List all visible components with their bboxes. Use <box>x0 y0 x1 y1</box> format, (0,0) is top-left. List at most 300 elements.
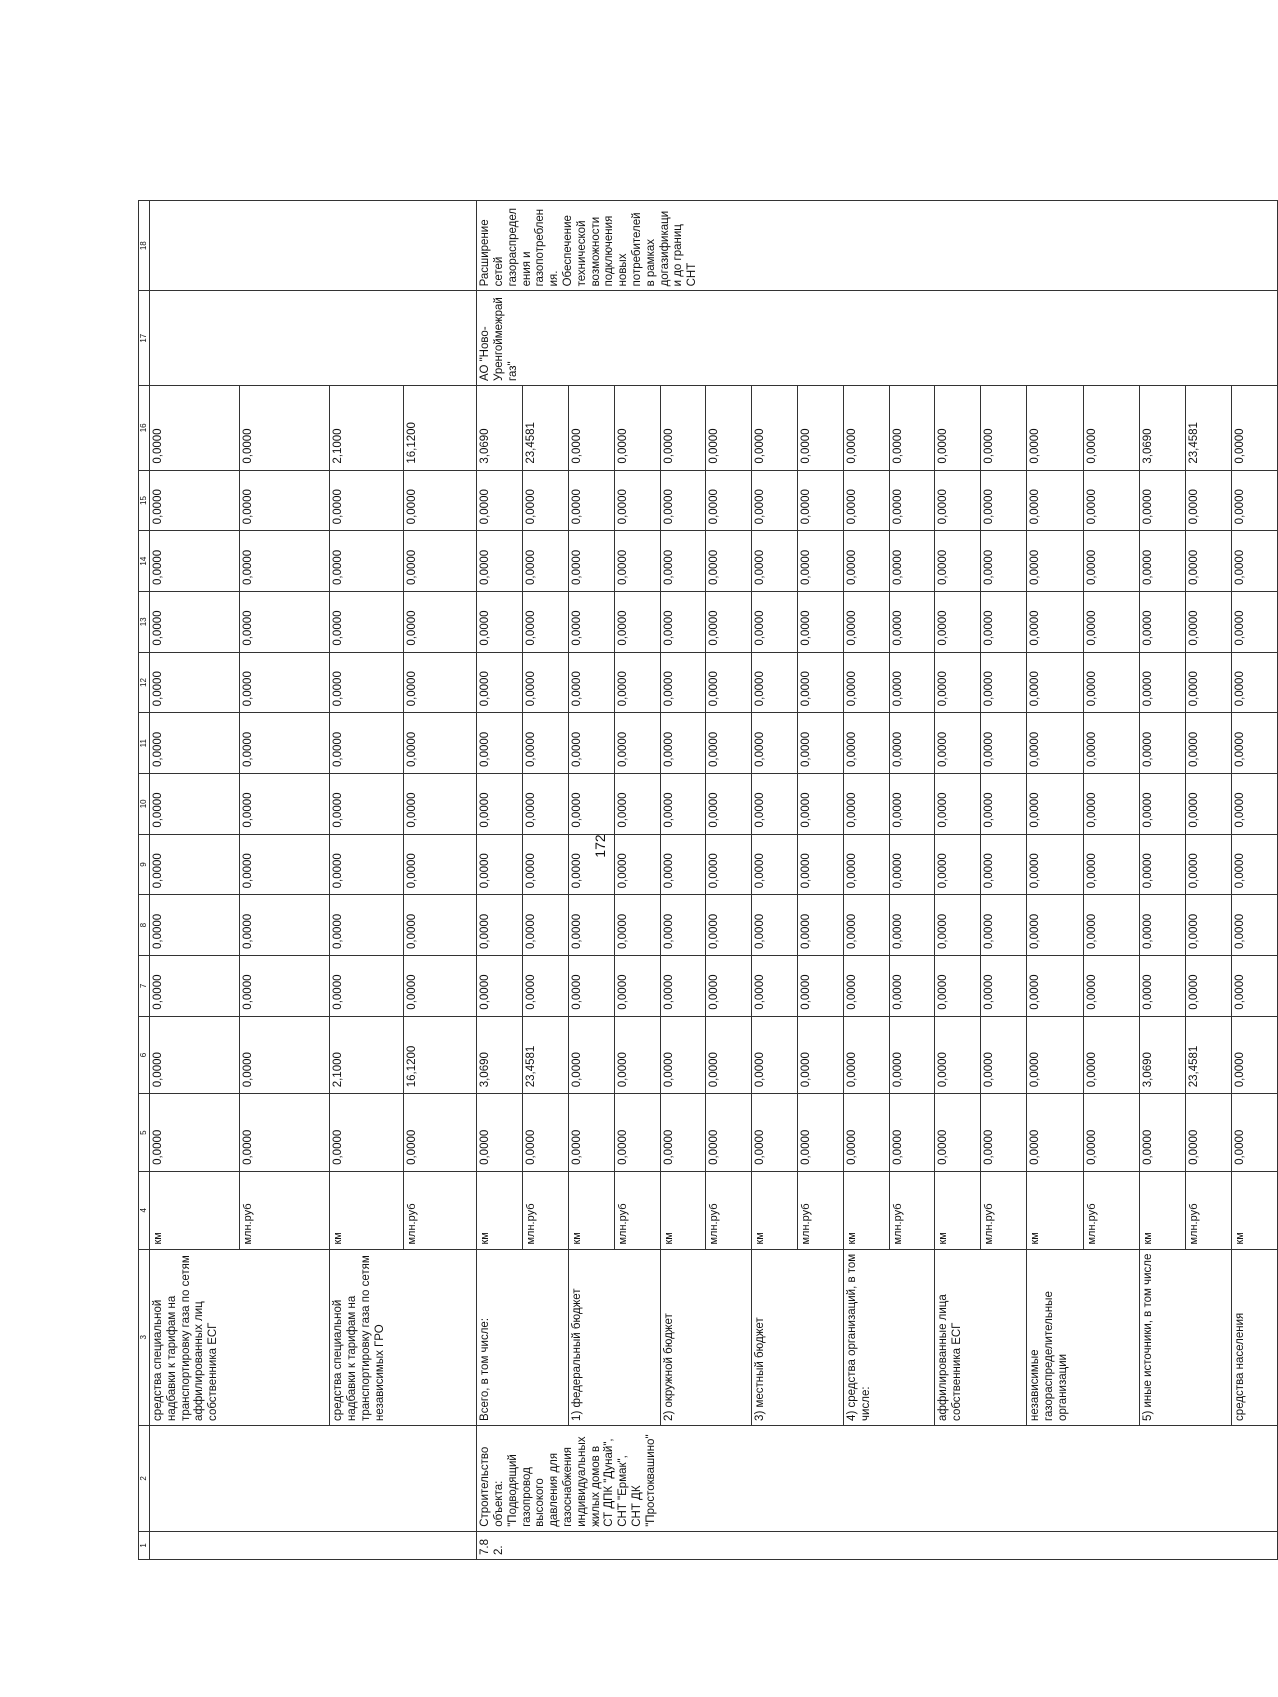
value-cell: 23,4581 <box>1186 385 1232 470</box>
value-cell: 0,0000 <box>752 531 798 592</box>
value-cell: 0,0000 <box>660 1094 706 1172</box>
column-header: 4 <box>139 1171 150 1249</box>
value-cell: 0,0000 <box>1140 470 1186 531</box>
header-row <box>139 201 150 1560</box>
value-cell: 0,0000 <box>614 470 660 531</box>
source-label: средства специальной надбавки к тарифам на транспортировку газа по сетям независимых ГРО <box>330 1249 477 1425</box>
value-cell: 0,0000 <box>798 774 844 835</box>
column-header: 2 <box>139 1425 150 1531</box>
unit-cell: млн.руб <box>889 1171 935 1249</box>
value-cell: 0,0000 <box>843 1094 889 1172</box>
value-cell: 0,0000 <box>240 1016 330 1094</box>
value-cell: 0,0000 <box>240 1094 330 1172</box>
value-cell: 0,0000 <box>1027 956 1084 1017</box>
value-cell: 0,0000 <box>568 531 614 592</box>
column-header: 9 <box>139 834 150 895</box>
value-cell: 0,0000 <box>477 956 523 1017</box>
value-cell: 0,0000 <box>1083 591 1140 652</box>
column-header: 10 <box>139 774 150 835</box>
value-cell: 0,0000 <box>477 1094 523 1172</box>
value-cell: 0,0000 <box>1231 591 1277 652</box>
value-cell: 0,0000 <box>843 652 889 713</box>
value-cell: 0,0000 <box>798 1094 844 1172</box>
value-cell: 0,0000 <box>1231 470 1277 531</box>
unit-cell: км <box>1140 1171 1186 1249</box>
value-cell: 0,0000 <box>614 956 660 1017</box>
unit-cell: млн.руб <box>1186 1171 1232 1249</box>
unit-cell: млн.руб <box>240 1171 330 1249</box>
value-cell: 0,0000 <box>614 774 660 835</box>
value-cell: 0,0000 <box>1231 834 1277 895</box>
value-cell: 0,0000 <box>752 385 798 470</box>
column-header: 16 <box>139 385 150 470</box>
value-cell: 0,0000 <box>150 1016 240 1094</box>
value-cell: 0,0000 <box>843 956 889 1017</box>
value-cell: 0,0000 <box>568 834 614 895</box>
value-cell: 0,0000 <box>843 895 889 956</box>
table-row <box>843 201 889 1560</box>
value-cell: 0,0000 <box>330 652 403 713</box>
column-header: 6 <box>139 1016 150 1094</box>
value-cell: 0,0000 <box>614 834 660 895</box>
unit-cell: млн.руб <box>523 1171 569 1249</box>
value-cell: 0,0000 <box>403 895 476 956</box>
value-cell: 0,0000 <box>981 652 1027 713</box>
value-cell: 0,0000 <box>843 1016 889 1094</box>
value-cell: 0,0000 <box>330 713 403 774</box>
value-cell: 0,0000 <box>752 1094 798 1172</box>
value-cell: 0,0000 <box>706 1094 752 1172</box>
value-cell: 0,0000 <box>935 834 981 895</box>
value-cell: 0,0000 <box>889 470 935 531</box>
value-cell: 0,0000 <box>1027 1094 1084 1172</box>
value-cell: 0,0000 <box>568 652 614 713</box>
source-label: 5) иные источники, в том числе <box>1140 1249 1232 1425</box>
value-cell: 0,0000 <box>1140 652 1186 713</box>
value-cell: 0,0000 <box>1027 774 1084 835</box>
value-cell: 0,0000 <box>1027 1016 1084 1094</box>
value-cell: 0,0000 <box>240 895 330 956</box>
table-row <box>477 201 523 1560</box>
value-cell: 0,0000 <box>752 1016 798 1094</box>
value-cell: 0,0000 <box>150 713 240 774</box>
value-cell: 0,0000 <box>403 956 476 1017</box>
investment-table <box>138 200 1278 1560</box>
value-cell: 0,0000 <box>981 956 1027 1017</box>
value-cell: 0,0000 <box>568 1016 614 1094</box>
source-label: средства специальной надбавки к тарифам на транспортировку газа по сетям аффилированных лиц собственника ЕСГ <box>150 1249 330 1425</box>
value-cell: 0,0000 <box>706 713 752 774</box>
unit-cell: км <box>330 1171 403 1249</box>
value-cell: 0,0000 <box>240 713 330 774</box>
value-cell: 16,1200 <box>403 385 476 470</box>
value-cell: 0,0000 <box>568 385 614 470</box>
value-cell: 16,1200 <box>403 1016 476 1094</box>
value-cell: 0,0000 <box>935 713 981 774</box>
value-cell: 0,0000 <box>798 652 844 713</box>
value-cell: 0,0000 <box>614 591 660 652</box>
unit-cell: км <box>568 1171 614 1249</box>
column-header: 11 <box>139 713 150 774</box>
value-cell: 0,0000 <box>1186 470 1232 531</box>
value-cell: 0,0000 <box>889 895 935 956</box>
value-cell: 0,0000 <box>240 956 330 1017</box>
value-cell: 0,0000 <box>1231 956 1277 1017</box>
table-row <box>935 201 981 1560</box>
value-cell: 0,0000 <box>150 834 240 895</box>
table-row <box>150 201 240 1560</box>
unit-cell: млн.руб <box>1083 1171 1140 1249</box>
value-cell: 0,0000 <box>660 470 706 531</box>
value-cell: 0,0000 <box>1140 531 1186 592</box>
value-cell: 0,0000 <box>240 531 330 592</box>
value-cell: 0,0000 <box>706 834 752 895</box>
value-cell: 0,0000 <box>1231 652 1277 713</box>
value-cell: 0,0000 <box>706 895 752 956</box>
value-cell: 0,0000 <box>477 774 523 835</box>
table-row <box>1231 201 1277 1560</box>
value-cell: 0,0000 <box>1231 1016 1277 1094</box>
value-cell: 0,0000 <box>477 834 523 895</box>
value-cell: 23,4581 <box>523 1016 569 1094</box>
value-cell: 0,0000 <box>523 895 569 956</box>
value-cell: 0,0000 <box>752 713 798 774</box>
value-cell: 0,0000 <box>403 591 476 652</box>
value-cell: 0,0000 <box>981 774 1027 835</box>
value-cell: 0,0000 <box>706 470 752 531</box>
value-cell: 0,0000 <box>403 774 476 835</box>
value-cell: 0,0000 <box>843 834 889 895</box>
value-cell: 0,0000 <box>660 834 706 895</box>
value-cell: 0,0000 <box>1083 470 1140 531</box>
value-cell: 0,0000 <box>1186 774 1232 835</box>
value-cell: 0,0000 <box>568 470 614 531</box>
value-cell: 0,0000 <box>1027 470 1084 531</box>
value-cell: 0,0000 <box>935 470 981 531</box>
value-cell: 0,0000 <box>981 1094 1027 1172</box>
value-cell: 0,0000 <box>150 895 240 956</box>
value-cell: 0,0000 <box>660 774 706 835</box>
value-cell: 0,0000 <box>798 713 844 774</box>
value-cell: 0,0000 <box>523 956 569 1017</box>
value-cell: 0,0000 <box>706 591 752 652</box>
rotated-table-container <box>138 200 1278 1560</box>
value-cell: 0,0000 <box>981 713 1027 774</box>
value-cell: 0,0000 <box>240 652 330 713</box>
value-cell: 0,0000 <box>240 470 330 531</box>
value-cell: 0,0000 <box>889 385 935 470</box>
column-header: 17 <box>139 291 150 386</box>
value-cell: 0,0000 <box>1140 956 1186 1017</box>
value-cell: 0,0000 <box>330 895 403 956</box>
value-cell: 0,0000 <box>889 774 935 835</box>
owner-cell: АО "Ново-Уренгоймежрайгаз" <box>477 291 1278 386</box>
value-cell: 0,0000 <box>1083 713 1140 774</box>
value-cell: 0,0000 <box>1231 531 1277 592</box>
value-cell: 0,0000 <box>1186 834 1232 895</box>
value-cell: 0,0000 <box>477 531 523 592</box>
value-cell: 0,0000 <box>935 1094 981 1172</box>
value-cell: 0,0000 <box>843 713 889 774</box>
value-cell: 0,0000 <box>660 385 706 470</box>
table-row <box>1027 201 1084 1560</box>
value-cell: 3,0690 <box>477 385 523 470</box>
value-cell: 0,0000 <box>935 531 981 592</box>
value-cell: 0,0000 <box>150 1094 240 1172</box>
value-cell: 0,0000 <box>150 470 240 531</box>
value-cell: 0,0000 <box>240 385 330 470</box>
page-number: 172 <box>592 834 608 858</box>
table-body <box>139 201 1278 1560</box>
column-header: 7 <box>139 956 150 1017</box>
value-cell: 0,0000 <box>935 385 981 470</box>
value-cell: 0,0000 <box>568 774 614 835</box>
value-cell: 0,0000 <box>523 470 569 531</box>
value-cell: 0,0000 <box>706 652 752 713</box>
source-label: 1) федеральный бюджет <box>568 1249 660 1425</box>
value-cell: 0,0000 <box>240 591 330 652</box>
value-cell: 0,0000 <box>660 652 706 713</box>
source-label: 4) средства организаций, в том числе: <box>843 1249 935 1425</box>
value-cell: 0,0000 <box>330 834 403 895</box>
value-cell: 0,0000 <box>798 385 844 470</box>
value-cell: 0,0000 <box>981 591 1027 652</box>
value-cell: 0,0000 <box>1027 531 1084 592</box>
value-cell: 0,0000 <box>523 591 569 652</box>
value-cell: 0,0000 <box>981 385 1027 470</box>
column-header: 14 <box>139 531 150 592</box>
value-cell: 0,0000 <box>568 713 614 774</box>
column-header: 12 <box>139 652 150 713</box>
value-cell: 0,0000 <box>752 470 798 531</box>
column-header: 5 <box>139 1094 150 1172</box>
value-cell: 0,0000 <box>614 1094 660 1172</box>
value-cell: 0,0000 <box>1186 895 1232 956</box>
unit-cell: млн.руб <box>614 1171 660 1249</box>
value-cell: 0,0000 <box>1231 385 1277 470</box>
value-cell: 0,0000 <box>1083 1094 1140 1172</box>
value-cell: 0,0000 <box>660 895 706 956</box>
value-cell: 0,0000 <box>150 591 240 652</box>
value-cell: 23,4581 <box>1186 1016 1232 1094</box>
table-row <box>1140 201 1186 1560</box>
value-cell: 0,0000 <box>889 834 935 895</box>
value-cell: 0,0000 <box>568 895 614 956</box>
value-cell: 0,0000 <box>150 531 240 592</box>
source-label: Всего, в том числе: <box>477 1249 569 1425</box>
value-cell: 0,0000 <box>150 652 240 713</box>
value-cell: 0,0000 <box>330 531 403 592</box>
value-cell: 0,0000 <box>1186 591 1232 652</box>
value-cell: 0,0000 <box>660 591 706 652</box>
value-cell: 0,0000 <box>1231 713 1277 774</box>
value-cell: 0,0000 <box>150 774 240 835</box>
unit-cell: км <box>477 1171 523 1249</box>
value-cell: 0,0000 <box>889 1094 935 1172</box>
object-number: 7.82. <box>477 1531 1278 1559</box>
value-cell: 0,0000 <box>477 470 523 531</box>
value-cell: 0,0000 <box>889 713 935 774</box>
value-cell: 0,0000 <box>752 956 798 1017</box>
value-cell: 0,0000 <box>477 652 523 713</box>
value-cell: 0,0000 <box>330 956 403 1017</box>
number-cell <box>150 1531 477 1559</box>
value-cell: 0,0000 <box>935 652 981 713</box>
value-cell: 0,0000 <box>240 774 330 835</box>
value-cell: 0,0000 <box>1186 713 1232 774</box>
value-cell: 0,0000 <box>660 1016 706 1094</box>
value-cell: 0,0000 <box>660 531 706 592</box>
value-cell: 0,0000 <box>935 591 981 652</box>
value-cell: 0,0000 <box>523 774 569 835</box>
column-header: 3 <box>139 1249 150 1425</box>
value-cell: 0,0000 <box>706 531 752 592</box>
value-cell: 0,0000 <box>1027 591 1084 652</box>
value-cell: 0,0000 <box>981 470 1027 531</box>
value-cell: 0,0000 <box>1231 774 1277 835</box>
purpose-cell: Расширение сетей газораспределения и газопотребления. Обеспечение технической возможности подключения новых потребителей в рамках догазификации до границ СНТ <box>477 201 1278 291</box>
value-cell: 0,0000 <box>1027 652 1084 713</box>
value-cell: 0,0000 <box>843 470 889 531</box>
source-label: независимые газораспределительные организации <box>1027 1249 1140 1425</box>
value-cell: 0,0000 <box>614 531 660 592</box>
value-cell: 0,0000 <box>477 895 523 956</box>
value-cell: 0,0000 <box>1083 774 1140 835</box>
value-cell: 0,0000 <box>752 591 798 652</box>
value-cell: 0,0000 <box>889 591 935 652</box>
value-cell: 0,0000 <box>706 774 752 835</box>
value-cell: 0,0000 <box>1083 652 1140 713</box>
value-cell: 0,0000 <box>981 834 1027 895</box>
value-cell: 0,0000 <box>798 895 844 956</box>
value-cell: 0,0000 <box>614 895 660 956</box>
unit-cell: км <box>1231 1171 1277 1249</box>
value-cell: 0,0000 <box>935 774 981 835</box>
table-row <box>568 201 614 1560</box>
value-cell: 0,0000 <box>568 956 614 1017</box>
object-cell <box>150 1425 477 1531</box>
value-cell: 0,0000 <box>403 531 476 592</box>
value-cell: 0,0000 <box>150 385 240 470</box>
column-header: 13 <box>139 591 150 652</box>
value-cell: 0,0000 <box>1231 895 1277 956</box>
value-cell: 0,0000 <box>523 652 569 713</box>
value-cell: 0,0000 <box>150 956 240 1017</box>
source-label: 2) окружной бюджет <box>660 1249 752 1425</box>
value-cell: 0,0000 <box>843 531 889 592</box>
value-cell: 0,0000 <box>752 834 798 895</box>
value-cell: 3,0690 <box>1140 1016 1186 1094</box>
value-cell: 0,0000 <box>752 652 798 713</box>
value-cell: 0,0000 <box>889 531 935 592</box>
value-cell: 2,1000 <box>330 385 403 470</box>
source-label: 3) местный бюджет <box>752 1249 844 1425</box>
column-header: 15 <box>139 470 150 531</box>
value-cell: 0,0000 <box>981 895 1027 956</box>
value-cell: 0,0000 <box>1186 652 1232 713</box>
unit-cell: км <box>150 1171 240 1249</box>
value-cell: 0,0000 <box>403 1094 476 1172</box>
value-cell: 0,0000 <box>1083 531 1140 592</box>
column-header: 8 <box>139 895 150 956</box>
value-cell: 0,0000 <box>798 834 844 895</box>
value-cell: 0,0000 <box>614 385 660 470</box>
value-cell: 0,0000 <box>935 895 981 956</box>
table-row <box>330 201 403 1560</box>
value-cell: 0,0000 <box>1231 1094 1277 1172</box>
value-cell: 0,0000 <box>403 652 476 713</box>
value-cell: 0,0000 <box>1140 1094 1186 1172</box>
table-row <box>752 201 798 1560</box>
value-cell: 0,0000 <box>706 956 752 1017</box>
value-cell: 0,0000 <box>614 713 660 774</box>
unit-cell: км <box>752 1171 798 1249</box>
value-cell: 0,0000 <box>660 713 706 774</box>
value-cell: 0,0000 <box>523 1094 569 1172</box>
unit-cell: км <box>660 1171 706 1249</box>
source-label: аффилированные лица собственника ЕСГ <box>935 1249 1027 1425</box>
value-cell: 0,0000 <box>1140 774 1186 835</box>
value-cell: 0,0000 <box>1083 1016 1140 1094</box>
unit-cell: км <box>935 1171 981 1249</box>
value-cell: 0,0000 <box>889 956 935 1017</box>
value-cell: 0,0000 <box>240 834 330 895</box>
value-cell: 0,0000 <box>1027 713 1084 774</box>
value-cell: 0,0000 <box>981 531 1027 592</box>
value-cell: 0,0000 <box>568 1094 614 1172</box>
value-cell: 0,0000 <box>935 956 981 1017</box>
value-cell: 0,0000 <box>1083 834 1140 895</box>
value-cell: 0,0000 <box>706 385 752 470</box>
value-cell: 0,0000 <box>889 652 935 713</box>
source-label: средства населения <box>1231 1249 1277 1425</box>
value-cell: 0,0000 <box>477 713 523 774</box>
value-cell: 0,0000 <box>330 1094 403 1172</box>
value-cell: 0,0000 <box>1027 834 1084 895</box>
value-cell: 0,0000 <box>752 774 798 835</box>
value-cell: 0,0000 <box>568 591 614 652</box>
value-cell: 0,0000 <box>330 470 403 531</box>
value-cell: 0,0000 <box>798 956 844 1017</box>
unit-cell: км <box>1027 1171 1084 1249</box>
value-cell: 0,0000 <box>403 470 476 531</box>
unit-cell: млн.руб <box>981 1171 1027 1249</box>
value-cell: 0,0000 <box>477 591 523 652</box>
value-cell: 0,0000 <box>330 591 403 652</box>
value-cell: 0,0000 <box>660 956 706 1017</box>
value-cell: 0,0000 <box>1140 591 1186 652</box>
value-cell: 0,0000 <box>935 1016 981 1094</box>
unit-cell: млн.руб <box>403 1171 476 1249</box>
value-cell: 0,0000 <box>330 774 403 835</box>
table-row <box>660 201 706 1560</box>
purpose-cell <box>150 201 477 291</box>
value-cell: 3,0690 <box>477 1016 523 1094</box>
value-cell: 0,0000 <box>1186 1094 1232 1172</box>
value-cell: 0,0000 <box>798 470 844 531</box>
object-name: Строительство объекта: "Подводящий газопровод высокого давления для газоснабжения индивидуальных жилых домов в СТ ДПК "Дунай", СНТ "Ермак", СНТ ДК "Простоквашино" <box>477 1425 1278 1531</box>
value-cell: 0,0000 <box>523 834 569 895</box>
value-cell: 0,0000 <box>752 895 798 956</box>
owner-cell <box>150 291 477 386</box>
value-cell: 0,0000 <box>981 1016 1027 1094</box>
column-header: 1 <box>139 1531 150 1559</box>
unit-cell: млн.руб <box>798 1171 844 1249</box>
value-cell: 0,0000 <box>1186 531 1232 592</box>
unit-cell: млн.руб <box>706 1171 752 1249</box>
value-cell: 0,0000 <box>843 774 889 835</box>
value-cell: 0,0000 <box>798 1016 844 1094</box>
